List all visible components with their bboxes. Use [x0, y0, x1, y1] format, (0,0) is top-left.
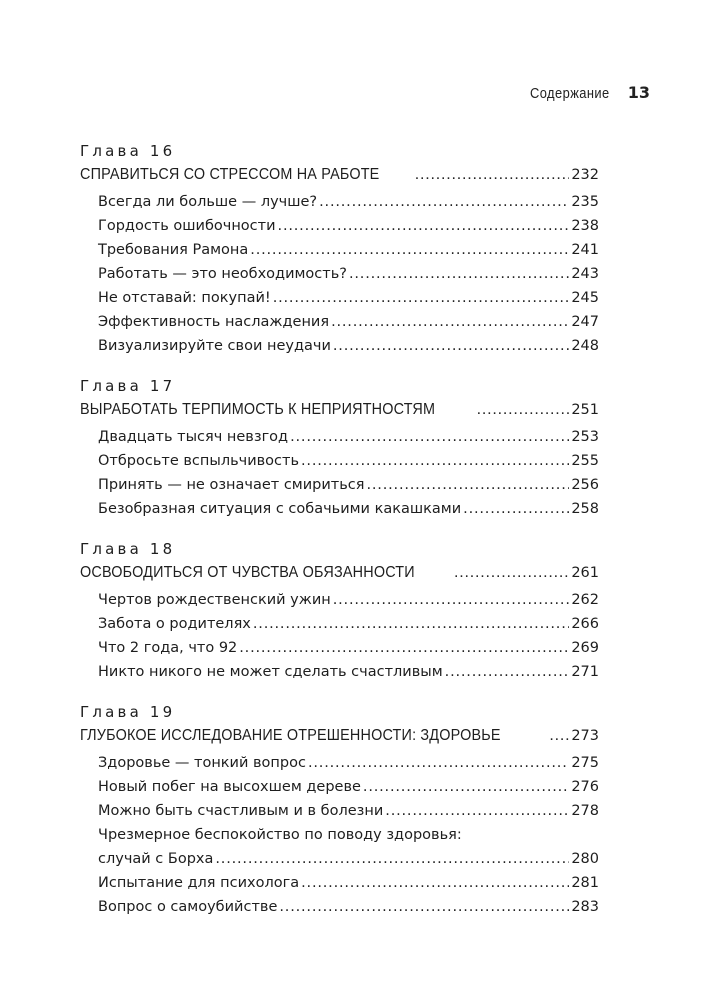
leader-dots [250, 238, 569, 262]
toc-entry[interactable] [80, 473, 599, 497]
page-ref: 248 [571, 338, 599, 354]
toc-entry[interactable] [80, 449, 599, 473]
page-ref: 266 [571, 616, 599, 632]
leader-dots [308, 751, 569, 775]
entry-title: Принять — не означает смириться [98, 477, 365, 493]
page-ref: 276 [571, 779, 599, 795]
leader-dots [319, 190, 569, 214]
chapter-label: Глава 17 [80, 377, 176, 395]
leader-dots [445, 660, 570, 684]
entry-title: Работать — это необходимость? [98, 266, 347, 282]
entry-title: Визуализируйте свои неудачи [98, 338, 331, 354]
page-ref: 262 [571, 592, 599, 608]
leader-dots [333, 588, 570, 612]
chapter-title-row[interactable] [80, 724, 599, 748]
running-head [517, 83, 650, 109]
toc-entry[interactable] [80, 425, 599, 449]
page-ref: 269 [571, 640, 599, 656]
page-ref: 273 [571, 728, 599, 744]
toc-entry[interactable] [80, 612, 599, 636]
leader-dots [279, 895, 569, 919]
chapter-16 [80, 140, 599, 358]
chapter-18 [80, 538, 599, 684]
toc-entry[interactable] [80, 775, 599, 799]
leader-dots [333, 334, 569, 358]
page-ref: 261 [571, 565, 599, 581]
page-ref: 253 [571, 429, 599, 445]
page-ref: 251 [571, 402, 599, 418]
toc-entry[interactable] [80, 334, 599, 358]
entry-title: Забота о родителях [98, 616, 251, 632]
entry-title: Гордость ошибочности [98, 218, 276, 234]
page-ref: 247 [571, 314, 599, 330]
table-of-contents [80, 140, 599, 936]
running-head-title: Содержание [530, 85, 610, 102]
chapter-19 [80, 701, 599, 919]
chapter-title: ГЛУБОКОЕ ИССЛЕДОВАНИЕ ОТРЕШЕННОСТИ: ЗДОРОВЬЕ [80, 727, 501, 744]
toc-entry[interactable] [80, 660, 599, 684]
leader-dots [385, 799, 569, 823]
page-ref: 283 [571, 899, 599, 915]
entry-title: Требования Рамона [98, 242, 249, 258]
toc-entry[interactable] [80, 588, 599, 612]
entry-title: Никто никого не может сделать счастливым [98, 664, 443, 680]
chapter-title-row[interactable] [80, 398, 599, 422]
entry-title: Отбросьте вспыльчивость [98, 453, 300, 469]
entry-title: Безобразная ситуация с собачьими какашками [98, 501, 462, 517]
page-ref: 275 [571, 755, 599, 771]
toc-entry[interactable] [80, 751, 599, 775]
page-ref: 241 [571, 242, 599, 258]
chapter-label: Глава 16 [80, 142, 176, 160]
page-ref: 238 [571, 218, 599, 234]
leader-dots [301, 871, 569, 895]
toc-entry[interactable] [80, 895, 599, 919]
page-ref: 258 [571, 501, 599, 517]
toc-entry[interactable] [80, 238, 599, 262]
leader-dots [253, 612, 569, 636]
page-ref: 271 [571, 664, 599, 680]
chapter-title: ОСВОБОДИТЬСЯ ОТ ЧУВСТВА ОБЯЗАННОСТИ [80, 564, 415, 581]
toc-entry[interactable] [80, 799, 599, 823]
page-ref: 280 [571, 851, 599, 867]
chapter-title: ВЫРАБОТАТЬ ТЕРПИМОСТЬ К НЕПРИЯТНОСТЯМ [80, 401, 436, 418]
entry-title: Всегда ли больше — лучше? [98, 194, 318, 210]
entry-title: Вопрос о самоубийстве [98, 899, 278, 915]
chapter-title-row[interactable] [80, 561, 599, 585]
entry-title: Двадцать тысяч невзгод [98, 429, 289, 445]
entry-title-line1[interactable]: Чрезмерное беспокойство по поводу здоровья: [98, 827, 462, 843]
page-ref: 245 [571, 290, 599, 306]
toc-entry[interactable] [80, 310, 599, 334]
page-ref: 256 [571, 477, 599, 493]
entry-title: Новый побег на высохшем дереве [98, 779, 361, 795]
entry-title: Здоровье — тонкий вопрос [98, 755, 306, 771]
entry-title: Можно быть счастливым и в болезни [98, 803, 384, 819]
toc-entry[interactable] [80, 871, 599, 895]
entry-title: Эффективность наслаждения [98, 314, 330, 330]
leader-dots [301, 449, 569, 473]
leader-dots [331, 310, 569, 334]
page-number: 13 [627, 83, 650, 102]
toc-entry[interactable] [80, 214, 599, 238]
toc-entry[interactable] [80, 262, 599, 286]
chapter-label: Глава 19 [80, 703, 176, 721]
leader-dots [477, 398, 570, 422]
leader-dots [215, 847, 569, 871]
chapter-label: Глава 18 [80, 540, 176, 558]
leader-dots [239, 636, 569, 660]
leader-dots [366, 473, 569, 497]
entry-title: Что 2 года, что 92 [98, 640, 238, 656]
leader-dots [415, 163, 570, 187]
page-ref: 235 [571, 194, 599, 210]
leader-dots [463, 497, 569, 521]
page-ref: 232 [571, 167, 599, 183]
chapter-title: СПРАВИТЬСЯ СО СТРЕССОМ НА РАБОТЕ [80, 166, 380, 183]
leader-dots [349, 262, 569, 286]
leader-dots [273, 286, 570, 310]
page-ref: 278 [571, 803, 599, 819]
page-ref: 243 [571, 266, 599, 282]
leader-dots [454, 561, 569, 585]
page-ref: 281 [571, 875, 599, 891]
toc-entry[interactable] [80, 286, 599, 310]
entry-title: Испытание для психолога [98, 875, 300, 891]
toc-entry[interactable] [80, 847, 599, 871]
leader-dots [549, 724, 569, 748]
entry-title: Не отставай: покупай! [98, 290, 271, 306]
chapter-17 [80, 375, 599, 521]
toc-entry[interactable] [80, 190, 599, 214]
leader-dots [290, 425, 569, 449]
chapter-title-row[interactable] [80, 163, 599, 187]
entry-title: случай с Борха [98, 851, 214, 867]
toc-entry[interactable] [80, 497, 599, 521]
leader-dots [363, 775, 569, 799]
leader-dots [278, 214, 570, 238]
page-ref: 255 [571, 453, 599, 469]
toc-entry[interactable] [80, 636, 599, 660]
entry-title: Чертов рождественский ужин [98, 592, 331, 608]
